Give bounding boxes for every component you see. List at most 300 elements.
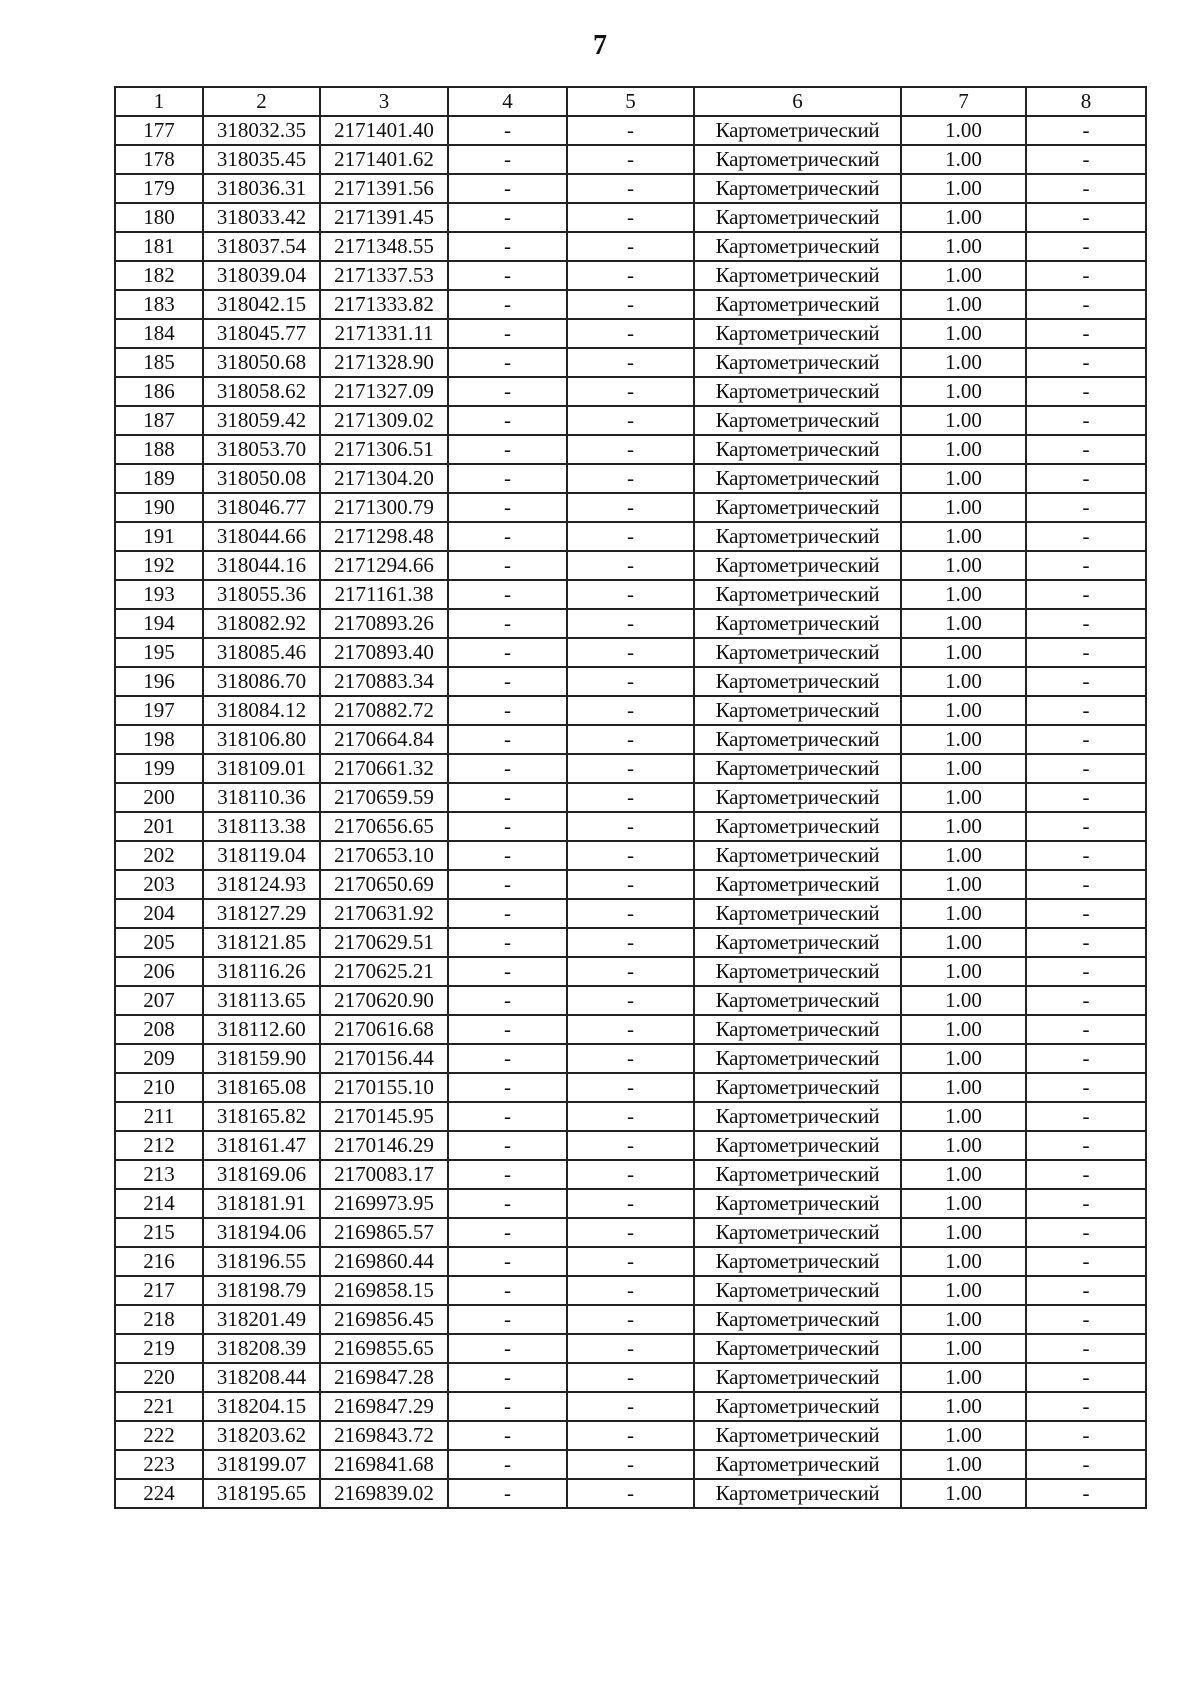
y-coordinate-cell: 2171294.66 [320,551,448,580]
point-number-cell: 182 [115,261,203,290]
method-cell: Картометрический [694,1334,901,1363]
column-5-cell: - [567,116,694,145]
accuracy-cell: 1.00 [901,145,1026,174]
column-5-cell: - [567,1218,694,1247]
column-4-cell: - [448,1363,567,1392]
column-4-cell: - [448,986,567,1015]
point-number-cell: 219 [115,1334,203,1363]
table-row [115,1305,1146,1334]
table-row [115,1218,1146,1247]
x-coordinate-cell: 318165.82 [203,1102,320,1131]
method-cell: Картометрический [694,870,901,899]
point-number-cell: 184 [115,319,203,348]
point-number-cell: 198 [115,725,203,754]
x-coordinate-cell: 318159.90 [203,1044,320,1073]
column-header-6: 6 [694,87,901,116]
table-row [115,696,1146,725]
method-cell: Картометрический [694,1015,901,1044]
column-8-cell: - [1026,435,1146,464]
y-coordinate-cell: 2171309.02 [320,406,448,435]
table-row [115,1363,1146,1392]
method-cell: Картометрический [694,580,901,609]
column-4-cell: - [448,522,567,551]
column-4-cell: - [448,261,567,290]
column-8-cell: - [1026,1015,1146,1044]
accuracy-cell: 1.00 [901,1305,1026,1334]
column-8-cell: - [1026,696,1146,725]
y-coordinate-cell: 2169858.15 [320,1276,448,1305]
accuracy-cell: 1.00 [901,1218,1026,1247]
accuracy-cell: 1.00 [901,551,1026,580]
method-cell: Картометрический [694,1305,901,1334]
point-number-cell: 216 [115,1247,203,1276]
x-coordinate-cell: 318059.42 [203,406,320,435]
column-5-cell: - [567,1015,694,1044]
column-8-cell: - [1026,1305,1146,1334]
table-row [115,377,1146,406]
method-cell: Картометрический [694,1421,901,1450]
column-8-cell: - [1026,232,1146,261]
accuracy-cell: 1.00 [901,377,1026,406]
column-8-cell: - [1026,1276,1146,1305]
table-row [115,957,1146,986]
point-number-cell: 201 [115,812,203,841]
column-4-cell: - [448,232,567,261]
x-coordinate-cell: 318169.06 [203,1160,320,1189]
column-4-cell: - [448,754,567,783]
column-5-cell: - [567,696,694,725]
method-cell: Картометрический [694,1102,901,1131]
accuracy-cell: 1.00 [901,406,1026,435]
method-cell: Картометрический [694,522,901,551]
method-cell: Картометрический [694,812,901,841]
column-8-cell: - [1026,1450,1146,1479]
column-4-cell: - [448,870,567,899]
column-5-cell: - [567,899,694,928]
point-number-cell: 213 [115,1160,203,1189]
accuracy-cell: 1.00 [901,116,1026,145]
y-coordinate-cell: 2171328.90 [320,348,448,377]
x-coordinate-cell: 318119.04 [203,841,320,870]
column-4-cell: - [448,725,567,754]
method-cell: Картометрический [694,116,901,145]
accuracy-cell: 1.00 [901,522,1026,551]
y-coordinate-cell: 2171391.56 [320,174,448,203]
accuracy-cell: 1.00 [901,493,1026,522]
method-cell: Картометрический [694,1131,901,1160]
table-row [115,464,1146,493]
column-5-cell: - [567,348,694,377]
point-number-cell: 208 [115,1015,203,1044]
accuracy-cell: 1.00 [901,783,1026,812]
column-8-cell: - [1026,870,1146,899]
column-header-2: 2 [203,87,320,116]
column-4-cell: - [448,319,567,348]
column-4-cell: - [448,1276,567,1305]
table-row [115,986,1146,1015]
point-number-cell: 199 [115,754,203,783]
column-8-cell: - [1026,1247,1146,1276]
y-coordinate-cell: 2170664.84 [320,725,448,754]
column-8-cell: - [1026,899,1146,928]
column-5-cell: - [567,174,694,203]
column-8-cell: - [1026,1479,1146,1508]
column-8-cell: - [1026,203,1146,232]
x-coordinate-cell: 318208.39 [203,1334,320,1363]
x-coordinate-cell: 318082.92 [203,609,320,638]
x-coordinate-cell: 318085.46 [203,638,320,667]
y-coordinate-cell: 2170156.44 [320,1044,448,1073]
method-cell: Картометрический [694,1479,901,1508]
accuracy-cell: 1.00 [901,174,1026,203]
column-5-cell: - [567,1102,694,1131]
accuracy-cell: 1.00 [901,261,1026,290]
y-coordinate-cell: 2171337.53 [320,261,448,290]
y-coordinate-cell: 2169856.45 [320,1305,448,1334]
accuracy-cell: 1.00 [901,1479,1026,1508]
x-coordinate-cell: 318084.12 [203,696,320,725]
column-5-cell: - [567,841,694,870]
column-5-cell: - [567,319,694,348]
method-cell: Картометрический [694,667,901,696]
point-number-cell: 215 [115,1218,203,1247]
point-number-cell: 214 [115,1189,203,1218]
y-coordinate-cell: 2170893.26 [320,609,448,638]
column-4-cell: - [448,1218,567,1247]
column-8-cell: - [1026,493,1146,522]
table-row [115,1073,1146,1102]
column-5-cell: - [567,522,694,551]
method-cell: Картометрический [694,638,901,667]
accuracy-cell: 1.00 [901,1247,1026,1276]
column-8-cell: - [1026,1189,1146,1218]
column-4-cell: - [448,1450,567,1479]
x-coordinate-cell: 318046.77 [203,493,320,522]
point-number-cell: 192 [115,551,203,580]
column-5-cell: - [567,464,694,493]
method-cell: Картометрический [694,1363,901,1392]
column-5-cell: - [567,1479,694,1508]
column-4-cell: - [448,1044,567,1073]
column-5-cell: - [567,1450,694,1479]
column-8-cell: - [1026,522,1146,551]
x-coordinate-cell: 318208.44 [203,1363,320,1392]
table-row [115,1392,1146,1421]
x-coordinate-cell: 318165.08 [203,1073,320,1102]
x-coordinate-cell: 318121.85 [203,928,320,957]
point-number-cell: 205 [115,928,203,957]
column-8-cell: - [1026,348,1146,377]
accuracy-cell: 1.00 [901,725,1026,754]
column-4-cell: - [448,812,567,841]
x-coordinate-cell: 318032.35 [203,116,320,145]
method-cell: Картометрический [694,957,901,986]
x-coordinate-cell: 318033.42 [203,203,320,232]
column-5-cell: - [567,1334,694,1363]
y-coordinate-cell: 2170883.34 [320,667,448,696]
table-row [115,232,1146,261]
accuracy-cell: 1.00 [901,696,1026,725]
column-5-cell: - [567,551,694,580]
table-row [115,1479,1146,1508]
method-cell: Картометрический [694,1044,901,1073]
point-number-cell: 194 [115,609,203,638]
column-4-cell: - [448,899,567,928]
method-cell: Картометрический [694,725,901,754]
point-number-cell: 180 [115,203,203,232]
table-row [115,522,1146,551]
table-row [115,290,1146,319]
column-4-cell: - [448,1247,567,1276]
table-row [115,1450,1146,1479]
column-5-cell: - [567,1073,694,1102]
column-5-cell: - [567,580,694,609]
accuracy-cell: 1.00 [901,1044,1026,1073]
y-coordinate-cell: 2169847.29 [320,1392,448,1421]
y-coordinate-cell: 2170882.72 [320,696,448,725]
accuracy-cell: 1.00 [901,435,1026,464]
y-coordinate-cell: 2170620.90 [320,986,448,1015]
x-coordinate-cell: 318198.79 [203,1276,320,1305]
accuracy-cell: 1.00 [901,1276,1026,1305]
point-number-cell: 191 [115,522,203,551]
table-row [115,1334,1146,1363]
method-cell: Картометрический [694,348,901,377]
column-4-cell: - [448,406,567,435]
point-number-cell: 222 [115,1421,203,1450]
table-row [115,1044,1146,1073]
point-number-cell: 188 [115,435,203,464]
x-coordinate-cell: 318053.70 [203,435,320,464]
accuracy-cell: 1.00 [901,203,1026,232]
y-coordinate-cell: 2170650.69 [320,870,448,899]
table-row [115,348,1146,377]
column-4-cell: - [448,1015,567,1044]
y-coordinate-cell: 2171401.62 [320,145,448,174]
column-8-cell: - [1026,1334,1146,1363]
coordinates-table [114,86,1147,1509]
column-8-cell: - [1026,145,1146,174]
method-cell: Картометрический [694,696,901,725]
method-cell: Картометрический [694,406,901,435]
table-row [115,261,1146,290]
column-4-cell: - [448,435,567,464]
column-4-cell: - [448,841,567,870]
point-number-cell: 207 [115,986,203,1015]
x-coordinate-cell: 318112.60 [203,1015,320,1044]
accuracy-cell: 1.00 [901,319,1026,348]
x-coordinate-cell: 318195.65 [203,1479,320,1508]
accuracy-cell: 1.00 [901,580,1026,609]
column-4-cell: - [448,1334,567,1363]
accuracy-cell: 1.00 [901,1363,1026,1392]
column-8-cell: - [1026,1102,1146,1131]
method-cell: Картометрический [694,1450,901,1479]
x-coordinate-cell: 318113.65 [203,986,320,1015]
header-row [115,87,1146,116]
column-5-cell: - [567,203,694,232]
table-row [115,899,1146,928]
accuracy-cell: 1.00 [901,1189,1026,1218]
table-row [115,145,1146,174]
method-cell: Картометрический [694,1073,901,1102]
accuracy-cell: 1.00 [901,1073,1026,1102]
method-cell: Картометрический [694,435,901,464]
column-4-cell: - [448,551,567,580]
y-coordinate-cell: 2170146.29 [320,1131,448,1160]
column-8-cell: - [1026,464,1146,493]
method-cell: Картометрический [694,203,901,232]
column-5-cell: - [567,812,694,841]
y-coordinate-cell: 2171333.82 [320,290,448,319]
column-8-cell: - [1026,551,1146,580]
y-coordinate-cell: 2171391.45 [320,203,448,232]
x-coordinate-cell: 318039.04 [203,261,320,290]
accuracy-cell: 1.00 [901,464,1026,493]
method-cell: Картометрический [694,464,901,493]
y-coordinate-cell: 2170145.95 [320,1102,448,1131]
column-5-cell: - [567,1392,694,1421]
table-row [115,754,1146,783]
x-coordinate-cell: 318109.01 [203,754,320,783]
x-coordinate-cell: 318036.31 [203,174,320,203]
accuracy-cell: 1.00 [901,870,1026,899]
accuracy-cell: 1.00 [901,899,1026,928]
y-coordinate-cell: 2170625.21 [320,957,448,986]
column-4-cell: - [448,1160,567,1189]
point-number-cell: 211 [115,1102,203,1131]
x-coordinate-cell: 318050.08 [203,464,320,493]
y-coordinate-cell: 2169855.65 [320,1334,448,1363]
column-5-cell: - [567,667,694,696]
y-coordinate-cell: 2170653.10 [320,841,448,870]
column-8-cell: - [1026,812,1146,841]
table-row [115,928,1146,957]
method-cell: Картометрический [694,899,901,928]
column-5-cell: - [567,261,694,290]
column-header-8: 8 [1026,87,1146,116]
column-8-cell: - [1026,1363,1146,1392]
accuracy-cell: 1.00 [901,667,1026,696]
accuracy-cell: 1.00 [901,928,1026,957]
point-number-cell: 206 [115,957,203,986]
column-8-cell: - [1026,1421,1146,1450]
table-row [115,812,1146,841]
x-coordinate-cell: 318204.15 [203,1392,320,1421]
column-8-cell: - [1026,667,1146,696]
table-row [115,841,1146,870]
x-coordinate-cell: 318110.36 [203,783,320,812]
table-row [115,870,1146,899]
table-row [115,435,1146,464]
y-coordinate-cell: 2171327.09 [320,377,448,406]
column-5-cell: - [567,290,694,319]
point-number-cell: 204 [115,899,203,928]
column-8-cell: - [1026,377,1146,406]
table-body [115,116,1146,1508]
x-coordinate-cell: 318124.93 [203,870,320,899]
method-cell: Картометрический [694,1392,901,1421]
column-5-cell: - [567,638,694,667]
table-row [115,638,1146,667]
column-5-cell: - [567,986,694,1015]
accuracy-cell: 1.00 [901,754,1026,783]
column-8-cell: - [1026,609,1146,638]
point-number-cell: 200 [115,783,203,812]
column-8-cell: - [1026,1218,1146,1247]
column-5-cell: - [567,1421,694,1450]
column-4-cell: - [448,493,567,522]
column-4-cell: - [448,116,567,145]
column-5-cell: - [567,725,694,754]
method-cell: Картометрический [694,986,901,1015]
accuracy-cell: 1.00 [901,1015,1026,1044]
method-cell: Картометрический [694,1247,901,1276]
x-coordinate-cell: 318203.62 [203,1421,320,1450]
point-number-cell: 203 [115,870,203,899]
x-coordinate-cell: 318127.29 [203,899,320,928]
point-number-cell: 187 [115,406,203,435]
x-coordinate-cell: 318113.38 [203,812,320,841]
x-coordinate-cell: 318050.68 [203,348,320,377]
accuracy-cell: 1.00 [901,1334,1026,1363]
x-coordinate-cell: 318058.62 [203,377,320,406]
method-cell: Картометрический [694,377,901,406]
accuracy-cell: 1.00 [901,609,1026,638]
point-number-cell: 181 [115,232,203,261]
x-coordinate-cell: 318196.55 [203,1247,320,1276]
point-number-cell: 189 [115,464,203,493]
column-4-cell: - [448,1479,567,1508]
column-5-cell: - [567,1305,694,1334]
page-number: 7 [593,30,607,61]
column-8-cell: - [1026,638,1146,667]
column-4-cell: - [448,783,567,812]
x-coordinate-cell: 318044.66 [203,522,320,551]
column-5-cell: - [567,435,694,464]
x-coordinate-cell: 318194.06 [203,1218,320,1247]
y-coordinate-cell: 2171331.11 [320,319,448,348]
point-number-cell: 185 [115,348,203,377]
column-header-3: 3 [320,87,448,116]
table-row [115,1421,1146,1450]
accuracy-cell: 1.00 [901,638,1026,667]
column-8-cell: - [1026,319,1146,348]
accuracy-cell: 1.00 [901,986,1026,1015]
column-8-cell: - [1026,261,1146,290]
method-cell: Картометрический [694,261,901,290]
y-coordinate-cell: 2169865.57 [320,1218,448,1247]
column-4-cell: - [448,377,567,406]
column-4-cell: - [448,1131,567,1160]
table-row [115,174,1146,203]
accuracy-cell: 1.00 [901,1102,1026,1131]
y-coordinate-cell: 2171161.38 [320,580,448,609]
x-coordinate-cell: 318042.15 [203,290,320,319]
y-coordinate-cell: 2170656.65 [320,812,448,841]
column-4-cell: - [448,203,567,232]
method-cell: Картометрический [694,232,901,261]
y-coordinate-cell: 2169843.72 [320,1421,448,1450]
column-5-cell: - [567,232,694,261]
table-row [115,116,1146,145]
method-cell: Картометрический [694,1189,901,1218]
method-cell: Картометрический [694,1160,901,1189]
y-coordinate-cell: 2169839.02 [320,1479,448,1508]
y-coordinate-cell: 2170616.68 [320,1015,448,1044]
accuracy-cell: 1.00 [901,841,1026,870]
point-number-cell: 196 [115,667,203,696]
